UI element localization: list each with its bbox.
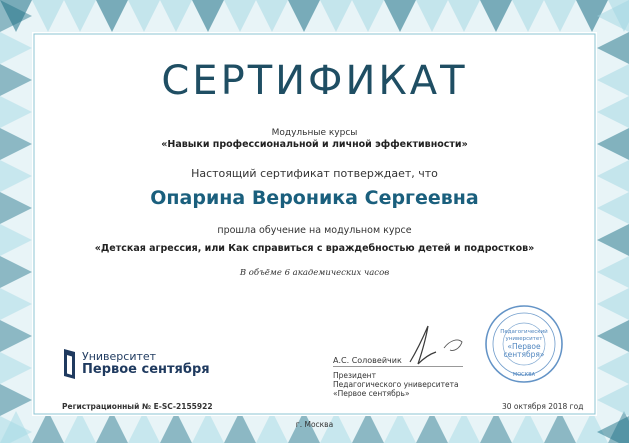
recipient-name: Опарина Вероника Сергеевна xyxy=(150,187,479,209)
official-seal xyxy=(484,304,564,384)
program-name: «Детская агрессия, или Как справиться с враждебностью детей и подростков» xyxy=(94,243,535,254)
logo-line-2: Первое сентября xyxy=(82,362,210,377)
issue-city: г. Москва xyxy=(295,420,334,429)
seal-text-2: университет xyxy=(505,336,543,342)
signer-role-3: «Первое сентябрь» xyxy=(333,389,410,398)
university-logo xyxy=(62,347,210,381)
seal-text-4: сентября» xyxy=(503,350,545,359)
seal-text-3: «Первое xyxy=(507,342,541,351)
registration-number: Регистрационный № E-SC-2155922 xyxy=(62,402,213,411)
signer-role-2: Педагогического университета xyxy=(333,380,459,389)
signature-line xyxy=(333,366,463,367)
issue-date: 30 октября 2018 год xyxy=(502,402,584,411)
logo-mark-icon xyxy=(62,347,78,381)
logo-text xyxy=(82,351,210,377)
course-type: Модульные курсы xyxy=(271,128,358,138)
seal-text-1: Педагогический xyxy=(500,329,548,335)
hours-text: В объёме 6 академических часов xyxy=(239,268,390,278)
logo-line-1: Университет xyxy=(82,350,157,363)
course-name: «Навыки профессиональной и личной эффективности» xyxy=(161,139,468,150)
certificate-title: СЕРТИФИКАТ xyxy=(161,58,468,104)
signer-name: А.С. Соловейчик xyxy=(333,356,402,365)
training-text: прошла обучение на модульном курсе xyxy=(217,225,412,236)
confirmation-text: Настоящий сертификат потверждает, что xyxy=(191,167,438,180)
signer-role-1: Президент xyxy=(333,371,376,380)
seal-city: МОСКВА xyxy=(512,372,536,378)
signer-block xyxy=(333,356,459,398)
